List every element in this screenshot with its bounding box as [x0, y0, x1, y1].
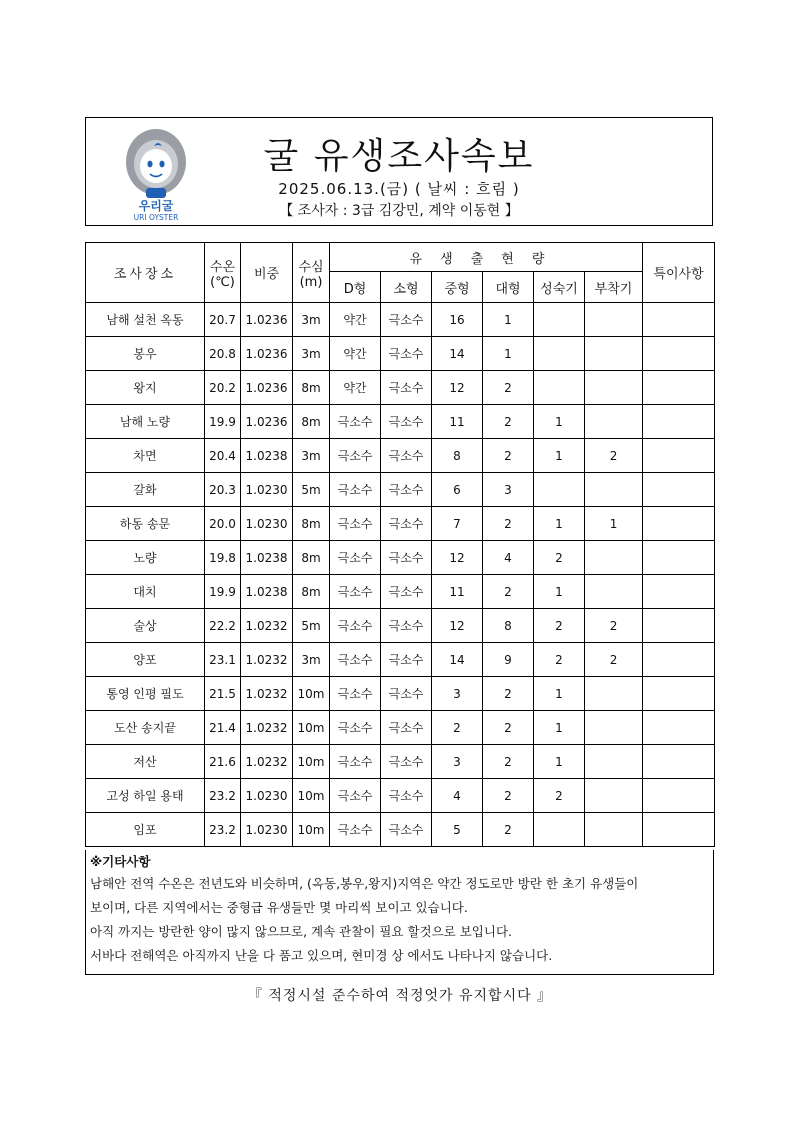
- cell-medium: 11: [432, 575, 483, 609]
- cell-attach: [585, 473, 643, 507]
- cell-gravity: 1.0230: [241, 507, 293, 541]
- cell-mature: [534, 473, 585, 507]
- header-small: 소형: [381, 272, 432, 303]
- cell-mature: [534, 337, 585, 371]
- staff-line: 【 조사자 : 3급 김강민, 계약 이동현 】: [279, 203, 519, 219]
- cell-mature: 2: [534, 779, 585, 813]
- cell-large: 2: [483, 779, 534, 813]
- cell-d: 극소수: [330, 677, 381, 711]
- cell-d: 극소수: [330, 711, 381, 745]
- cell-depth: 3m: [293, 303, 330, 337]
- cell-medium: 8: [432, 439, 483, 473]
- cell-location: 저산: [86, 745, 205, 779]
- cell-depth: 8m: [293, 405, 330, 439]
- cell-small: 극소수: [381, 507, 432, 541]
- cell-temp: 20.8: [205, 337, 241, 371]
- cell-mature: 1: [534, 677, 585, 711]
- cell-large: 2: [483, 405, 534, 439]
- cell-notes: [643, 575, 715, 609]
- table-row: [86, 507, 715, 541]
- cell-depth: 8m: [293, 371, 330, 405]
- cell-gravity: 1.0236: [241, 371, 293, 405]
- cell-small: 극소수: [381, 303, 432, 337]
- cell-large: 2: [483, 711, 534, 745]
- cell-medium: 14: [432, 337, 483, 371]
- cell-gravity: 1.0236: [241, 337, 293, 371]
- cell-attach: [585, 779, 643, 813]
- cell-small: 극소수: [381, 711, 432, 745]
- cell-attach: 2: [585, 643, 643, 677]
- page-title: 굴 유생조사속보: [263, 136, 535, 177]
- logo-text: 우리굴: [138, 199, 174, 213]
- cell-temp: 22.2: [205, 609, 241, 643]
- cell-gravity: 1.0230: [241, 779, 293, 813]
- cell-location: 차면: [86, 439, 205, 473]
- cell-d: 극소수: [330, 643, 381, 677]
- cell-attach: [585, 575, 643, 609]
- table-row: [86, 779, 715, 813]
- cell-location: 봉우: [86, 337, 205, 371]
- cell-notes: [643, 711, 715, 745]
- cell-attach: [585, 745, 643, 779]
- cell-gravity: 1.0236: [241, 303, 293, 337]
- cell-mature: 2: [534, 609, 585, 643]
- cell-gravity: 1.0238: [241, 439, 293, 473]
- cell-location: 남해 설천 옥동: [86, 303, 205, 337]
- cell-location: 하동 송문: [86, 507, 205, 541]
- table-row: [86, 711, 715, 745]
- cell-location: 도산 송지끝: [86, 711, 205, 745]
- cell-small: 극소수: [381, 337, 432, 371]
- cell-large: 2: [483, 439, 534, 473]
- cell-large: 9: [483, 643, 534, 677]
- cell-d: 극소수: [330, 575, 381, 609]
- cell-temp: 19.9: [205, 405, 241, 439]
- cell-notes: [643, 337, 715, 371]
- cell-mature: [534, 303, 585, 337]
- cell-d: 극소수: [330, 745, 381, 779]
- notes-title: ※기타사항: [90, 854, 151, 869]
- footer-slogan: 『 적정시설 준수하여 적정엇가 유지합시다 』: [247, 988, 553, 1004]
- cell-depth: 8m: [293, 575, 330, 609]
- cell-d: 극소수: [330, 507, 381, 541]
- cell-depth: 3m: [293, 337, 330, 371]
- cell-mature: 1: [534, 745, 585, 779]
- cell-notes: [643, 303, 715, 337]
- cell-depth: 3m: [293, 643, 330, 677]
- cell-notes: [643, 643, 715, 677]
- notes-line: 서바다 전해역은 아직까지 난을 다 품고 있으며, 현미경 상 에서도 나타나지 않습니다.: [90, 948, 553, 963]
- cell-attach: [585, 813, 643, 847]
- cell-notes: [643, 405, 715, 439]
- cell-location: 임포: [86, 813, 205, 847]
- cell-d: 극소수: [330, 609, 381, 643]
- cell-mature: 1: [534, 711, 585, 745]
- header-attach: 부착기: [585, 272, 643, 303]
- cell-temp: 23.2: [205, 813, 241, 847]
- cell-small: 극소수: [381, 677, 432, 711]
- cell-depth: 10m: [293, 745, 330, 779]
- cell-depth: 10m: [293, 677, 330, 711]
- cell-large: 2: [483, 371, 534, 405]
- cell-depth: 3m: [293, 439, 330, 473]
- cell-large: 3: [483, 473, 534, 507]
- cell-location: 노량: [86, 541, 205, 575]
- table-row: [86, 405, 715, 439]
- cell-notes: [643, 507, 715, 541]
- cell-medium: 12: [432, 541, 483, 575]
- date-weather-line: 2025.06.13.(금) ( 날씨 : 흐림 ): [278, 180, 520, 198]
- cell-small: 극소수: [381, 541, 432, 575]
- cell-large: 2: [483, 575, 534, 609]
- cell-location: 통영 인평 필도: [86, 677, 205, 711]
- cell-temp: 23.1: [205, 643, 241, 677]
- cell-attach: [585, 711, 643, 745]
- cell-medium: 3: [432, 677, 483, 711]
- header-mature: 성숙기: [534, 272, 585, 303]
- cell-attach: [585, 405, 643, 439]
- cell-gravity: 1.0232: [241, 745, 293, 779]
- cell-medium: 12: [432, 609, 483, 643]
- cell-gravity: 1.0232: [241, 677, 293, 711]
- cell-medium: 3: [432, 745, 483, 779]
- cell-notes: [643, 779, 715, 813]
- cell-location: 고성 하일 용태: [86, 779, 205, 813]
- cell-temp: 23.2: [205, 779, 241, 813]
- cell-temp: 20.3: [205, 473, 241, 507]
- cell-mature: 2: [534, 643, 585, 677]
- cell-large: 2: [483, 813, 534, 847]
- cell-depth: 10m: [293, 711, 330, 745]
- cell-attach: 2: [585, 439, 643, 473]
- cell-large: 1: [483, 303, 534, 337]
- notes-line: 보이며, 다른 지역에서는 중형급 유생들만 몇 마리씩 보이고 있습니다.: [90, 900, 468, 915]
- notes-line: 아직 까지는 방란한 양이 많지 않으므로, 계속 관찰이 필요 할것으로 보입니다.: [90, 924, 513, 939]
- cell-gravity: 1.0232: [241, 711, 293, 745]
- cell-small: 극소수: [381, 643, 432, 677]
- cell-notes: [643, 745, 715, 779]
- cell-attach: [585, 303, 643, 337]
- table-row: [86, 745, 715, 779]
- cell-temp: 19.8: [205, 541, 241, 575]
- cell-mature: 1: [534, 575, 585, 609]
- cell-mature: 1: [534, 507, 585, 541]
- cell-notes: [643, 473, 715, 507]
- cell-notes: [643, 813, 715, 847]
- table-row: [86, 677, 715, 711]
- cell-temp: 21.5: [205, 677, 241, 711]
- notes-line: 남해안 전역 수온은 전년도와 비슷하며, (옥동,봉우,왕지)지역은 약간 정도로만 방란 한 초기 유생들이: [90, 876, 639, 891]
- cell-mature: [534, 371, 585, 405]
- cell-small: 극소수: [381, 575, 432, 609]
- cell-temp: 20.7: [205, 303, 241, 337]
- table-row: [86, 813, 715, 847]
- cell-temp: 21.6: [205, 745, 241, 779]
- survey-table: [85, 242, 715, 847]
- cell-attach: [585, 541, 643, 575]
- cell-attach: 1: [585, 507, 643, 541]
- cell-d: 약간: [330, 371, 381, 405]
- cell-medium: 16: [432, 303, 483, 337]
- cell-large: 2: [483, 507, 534, 541]
- cell-small: 극소수: [381, 813, 432, 847]
- cell-d: 약간: [330, 303, 381, 337]
- cell-mature: 1: [534, 439, 585, 473]
- cell-depth: 5m: [293, 609, 330, 643]
- header-notes: 특이사항: [643, 243, 715, 303]
- cell-notes: [643, 609, 715, 643]
- table-row: [86, 371, 715, 405]
- header-d-type: D형: [330, 272, 381, 303]
- cell-medium: 11: [432, 405, 483, 439]
- cell-location: 갈화: [86, 473, 205, 507]
- cell-location: 대치: [86, 575, 205, 609]
- cell-d: 극소수: [330, 439, 381, 473]
- cell-large: 4: [483, 541, 534, 575]
- cell-location: 남해 노량: [86, 405, 205, 439]
- table-row: [86, 439, 715, 473]
- cell-gravity: 1.0238: [241, 575, 293, 609]
- cell-small: 극소수: [381, 473, 432, 507]
- cell-temp: 20.0: [205, 507, 241, 541]
- table-row: [86, 643, 715, 677]
- cell-attach: [585, 677, 643, 711]
- cell-notes: [643, 677, 715, 711]
- cell-medium: 6: [432, 473, 483, 507]
- cell-depth: 10m: [293, 779, 330, 813]
- cell-small: 극소수: [381, 371, 432, 405]
- table-row: [86, 337, 715, 371]
- cell-large: 8: [483, 609, 534, 643]
- cell-attach: [585, 337, 643, 371]
- header-depth: 수심 (m): [293, 243, 330, 303]
- cell-medium: 5: [432, 813, 483, 847]
- cell-medium: 4: [432, 779, 483, 813]
- cell-location: 왕지: [86, 371, 205, 405]
- cell-temp: 19.9: [205, 575, 241, 609]
- cell-depth: 8m: [293, 507, 330, 541]
- cell-small: 극소수: [381, 405, 432, 439]
- cell-gravity: 1.0230: [241, 473, 293, 507]
- cell-large: 1: [483, 337, 534, 371]
- table-row: [86, 473, 715, 507]
- cell-medium: 12: [432, 371, 483, 405]
- cell-mature: 1: [534, 405, 585, 439]
- cell-medium: 7: [432, 507, 483, 541]
- table-row: [86, 541, 715, 575]
- header-water-temp: 수온 (℃): [205, 243, 241, 303]
- cell-notes: [643, 541, 715, 575]
- cell-gravity: 1.0238: [241, 541, 293, 575]
- cell-location: 술상: [86, 609, 205, 643]
- cell-gravity: 1.0230: [241, 813, 293, 847]
- cell-attach: 2: [585, 609, 643, 643]
- cell-depth: 10m: [293, 813, 330, 847]
- cell-large: 2: [483, 745, 534, 779]
- cell-small: 극소수: [381, 779, 432, 813]
- cell-gravity: 1.0232: [241, 643, 293, 677]
- header-medium: 중형: [432, 272, 483, 303]
- header-location: 조사장소: [86, 243, 205, 303]
- logo-subtext: URI OYSTER: [133, 213, 179, 222]
- cell-mature: 2: [534, 541, 585, 575]
- cell-notes: [643, 371, 715, 405]
- header-gravity: 비중: [241, 243, 293, 303]
- cell-depth: 8m: [293, 541, 330, 575]
- cell-temp: 20.2: [205, 371, 241, 405]
- cell-d: 약간: [330, 337, 381, 371]
- cell-medium: 14: [432, 643, 483, 677]
- cell-large: 2: [483, 677, 534, 711]
- cell-attach: [585, 371, 643, 405]
- cell-location: 양포: [86, 643, 205, 677]
- table-row: [86, 609, 715, 643]
- cell-medium: 2: [432, 711, 483, 745]
- cell-gravity: 1.0236: [241, 405, 293, 439]
- header-box: [85, 117, 713, 226]
- other-notes: [85, 850, 714, 975]
- cell-d: 극소수: [330, 779, 381, 813]
- cell-d: 극소수: [330, 813, 381, 847]
- cell-notes: [643, 439, 715, 473]
- table-row: [86, 303, 715, 337]
- cell-temp: 21.4: [205, 711, 241, 745]
- cell-gravity: 1.0232: [241, 609, 293, 643]
- cell-temp: 20.4: [205, 439, 241, 473]
- table-row: [86, 575, 715, 609]
- cell-d: 극소수: [330, 405, 381, 439]
- header-large: 대형: [483, 272, 534, 303]
- cell-d: 극소수: [330, 473, 381, 507]
- cell-mature: [534, 813, 585, 847]
- cell-small: 극소수: [381, 439, 432, 473]
- header-spawn-amount: 유생출현량: [330, 243, 643, 272]
- cell-small: 극소수: [381, 609, 432, 643]
- cell-depth: 5m: [293, 473, 330, 507]
- cell-small: 극소수: [381, 745, 432, 779]
- cell-d: 극소수: [330, 541, 381, 575]
